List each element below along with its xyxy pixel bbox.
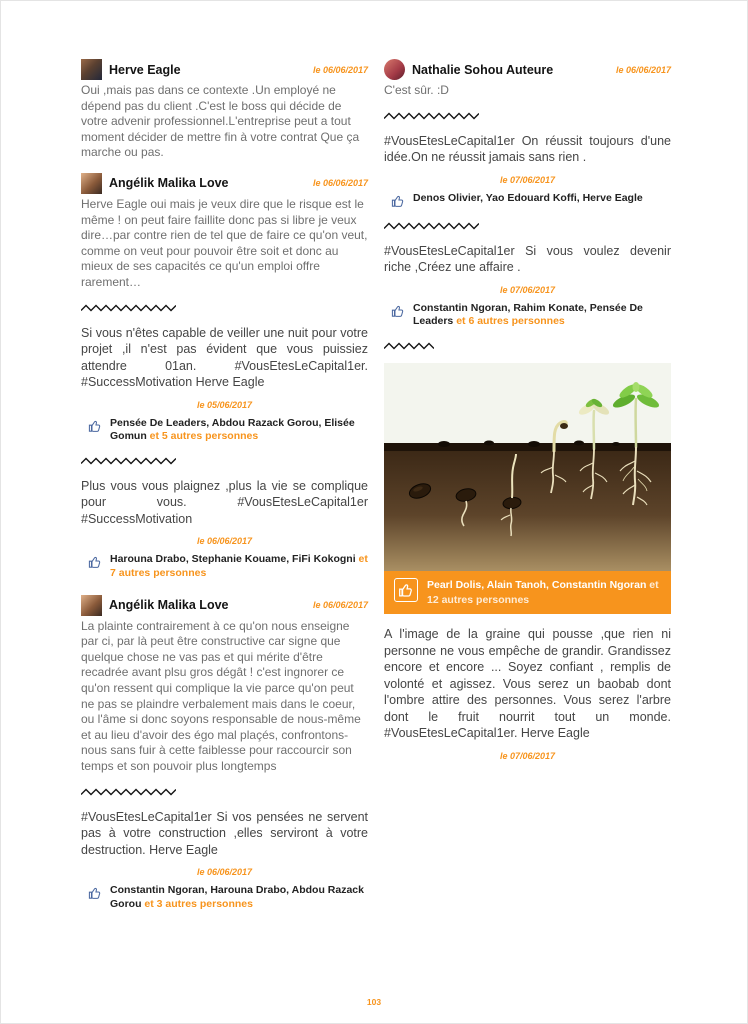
image-like-banner [384,571,671,614]
image-post [384,363,671,614]
comment-header [81,173,368,194]
like-names: Constantin Ngoran, Harouna Drabo, Abdou Razack Gorou [110,884,364,910]
avatar-nathalie-sohou [384,59,405,80]
post-date: le 07/06/2017 [499,750,556,761]
post-text: #VousEtesLeCapital1er Si vos pensées ne servent pas à votre construction ,elles serviront à votre destruction. Herve Eagle [81,809,368,857]
thumbs-up-icon [87,554,103,570]
avatar-angelik-malika-love [81,173,102,194]
zigzag-divider [81,304,368,312]
post-text: #VousEtesLeCapital1er Si vous voulez devenir riche ,Créez une affaire . [384,243,671,275]
like-others: et 7 autres personnes [110,553,368,579]
zigzag-divider [384,222,671,230]
thumbs-up-icon [394,578,418,602]
avatar-angelik-malika-love [81,595,102,616]
banner-like-others: et 12 autres personnes [427,578,659,606]
banner-like-text [427,578,661,607]
banner-like-names: Pearl Dolis, Alain Tanoh, Constantin Ngoran [427,578,647,591]
thumbs-up-icon [390,303,406,319]
author-name: Angélik Malika Love [109,598,229,613]
comment-herve-eagle [81,59,368,161]
post-date: le 05/06/2017 [196,399,253,410]
comment-header [81,59,368,80]
like-row [81,884,368,911]
like-names: Pensée De Leaders, Abdou Razack Gorou, Elisée Gomun [110,416,355,443]
zigzag-divider [81,788,368,796]
page-number: 103 [366,997,382,1007]
like-names: Harouna Drabo, Stephanie Kouame, FiFi Kokogni [110,553,356,566]
zigzag-divider-short [384,342,671,350]
avatar-herve-eagle [81,59,102,80]
post-block [384,133,671,209]
like-row [384,192,671,209]
post-block [81,809,368,912]
comment-header [81,595,368,616]
like-text [110,417,368,444]
thumbs-up-icon [87,885,103,901]
post-text: Si vous n'êtes capable de veiller une nuit pour votre projet ,il n'est pas évident que vous puissiez attendre 01an. #VousEtesLeCapital1er. #SuccessMotivation Herve Eagle [81,325,368,390]
comment-angelik-2 [81,595,368,775]
post-block [81,325,368,444]
like-others: et 6 autres personnes [456,315,565,328]
post-text: #VousEtesLeCapital1er On réussit toujours d'une idée.On ne réussit jamais sans rien . [384,133,671,165]
like-text [110,884,368,911]
like-text [413,302,671,329]
post-text: A l'image de la graine qui pousse ,que rien ni personne ne vous empêche de grandir. Grandissez encore et encore ... Soyez confiant , remplis de volonté et agissez. Vous serez un baobab dont l'ombre attire des personnes. Vous serez l'arbre dont le fruit nourrit tout un monde. #VousEtesLeCapital1er. Herve Eagle [384,627,671,741]
like-others: et 3 autres personnes [144,897,253,910]
post-block [384,243,671,329]
author-name: Angélik Malika Love [109,176,229,191]
comment-angelik-1 [81,173,368,291]
post-date: le 07/06/2017 [499,284,556,295]
post-date: le 07/06/2017 [499,174,556,185]
comment-text: Oui ,mais pas dans ce contexte .Un employé ne dépend pas du client .C'est le boss qui décide de votre advenir professionnel.L'entreprise peut a tout moment décider de mettre fin à votre contrat Que ça marche ou pas. [81,83,360,160]
comment-header [384,59,671,80]
zigzag-divider [81,457,368,465]
like-text [110,553,368,580]
like-names: Constantin Ngoran, Rahim Konate, Pensée De Leaders [413,301,643,328]
comment-nathalie [384,59,671,99]
post-text: Plus vous vous plaignez ,plus la vie se complique pour vous. #VousEtesLeCapital1er #SuccessMotivation [81,478,368,526]
author-name: Nathalie Sohou Auteure [412,62,554,77]
like-row [81,553,368,580]
comment-text: La plainte contrairement à ce qu'on nous enseigne par ci, par là peut être constructive car signe que quelque chose ne vas pas et qui mérite d'être recadrée avant plsu gros dégât ! c'est ingnorer ce qu'on ressent qui complique la vie parce qu'on peut ne pas se plaindre verbalement mais dans le coeur, ou l'âme si donc soyons responsable de nous-même et au lieu d'avoir des égo mal plaçés, confrontons-nous sans fuir à cette faiblesse pour raccourcir son temps et son pouvoir plus longtemps [81,618,361,773]
post-date: le 06/06/2017 [196,867,253,878]
like-names: Denos Olivier, Yao Edouard Koffi, Herve Eagle [413,191,643,204]
comment-date: le 06/06/2017 [312,178,368,189]
comment-date: le 06/06/2017 [615,64,671,75]
comment-date: le 06/06/2017 [312,64,368,75]
thumbs-up-icon [390,193,406,209]
two-column-layout [1,1,747,915]
comment-text: Herve Eagle oui mais je veux dire que le risque est le même ! on peut faire faillite donc pas si libre je veux dire…par contre rien de tel que de faire ce qu'on veut, comme on veut pour pouvoir être soit et donc au mieux de ses capacités ce qu'un emploi offre rarement… [81,196,368,289]
zigzag-divider [384,112,671,120]
like-row [384,302,671,329]
germination-illustration [384,363,671,571]
like-row [81,417,368,444]
thumbs-up-icon [87,418,103,434]
like-others: et 5 autres personnes [149,430,259,443]
post-date: le 06/06/2017 [196,536,253,547]
like-text [413,192,643,206]
author-name: Herve Eagle [109,62,181,77]
post-block [384,626,671,761]
left-column [81,59,368,915]
right-column [384,59,671,915]
post-block [81,478,368,581]
comment-date: le 06/06/2017 [312,600,368,611]
comment-text: C'est sûr. :D [384,83,449,97]
